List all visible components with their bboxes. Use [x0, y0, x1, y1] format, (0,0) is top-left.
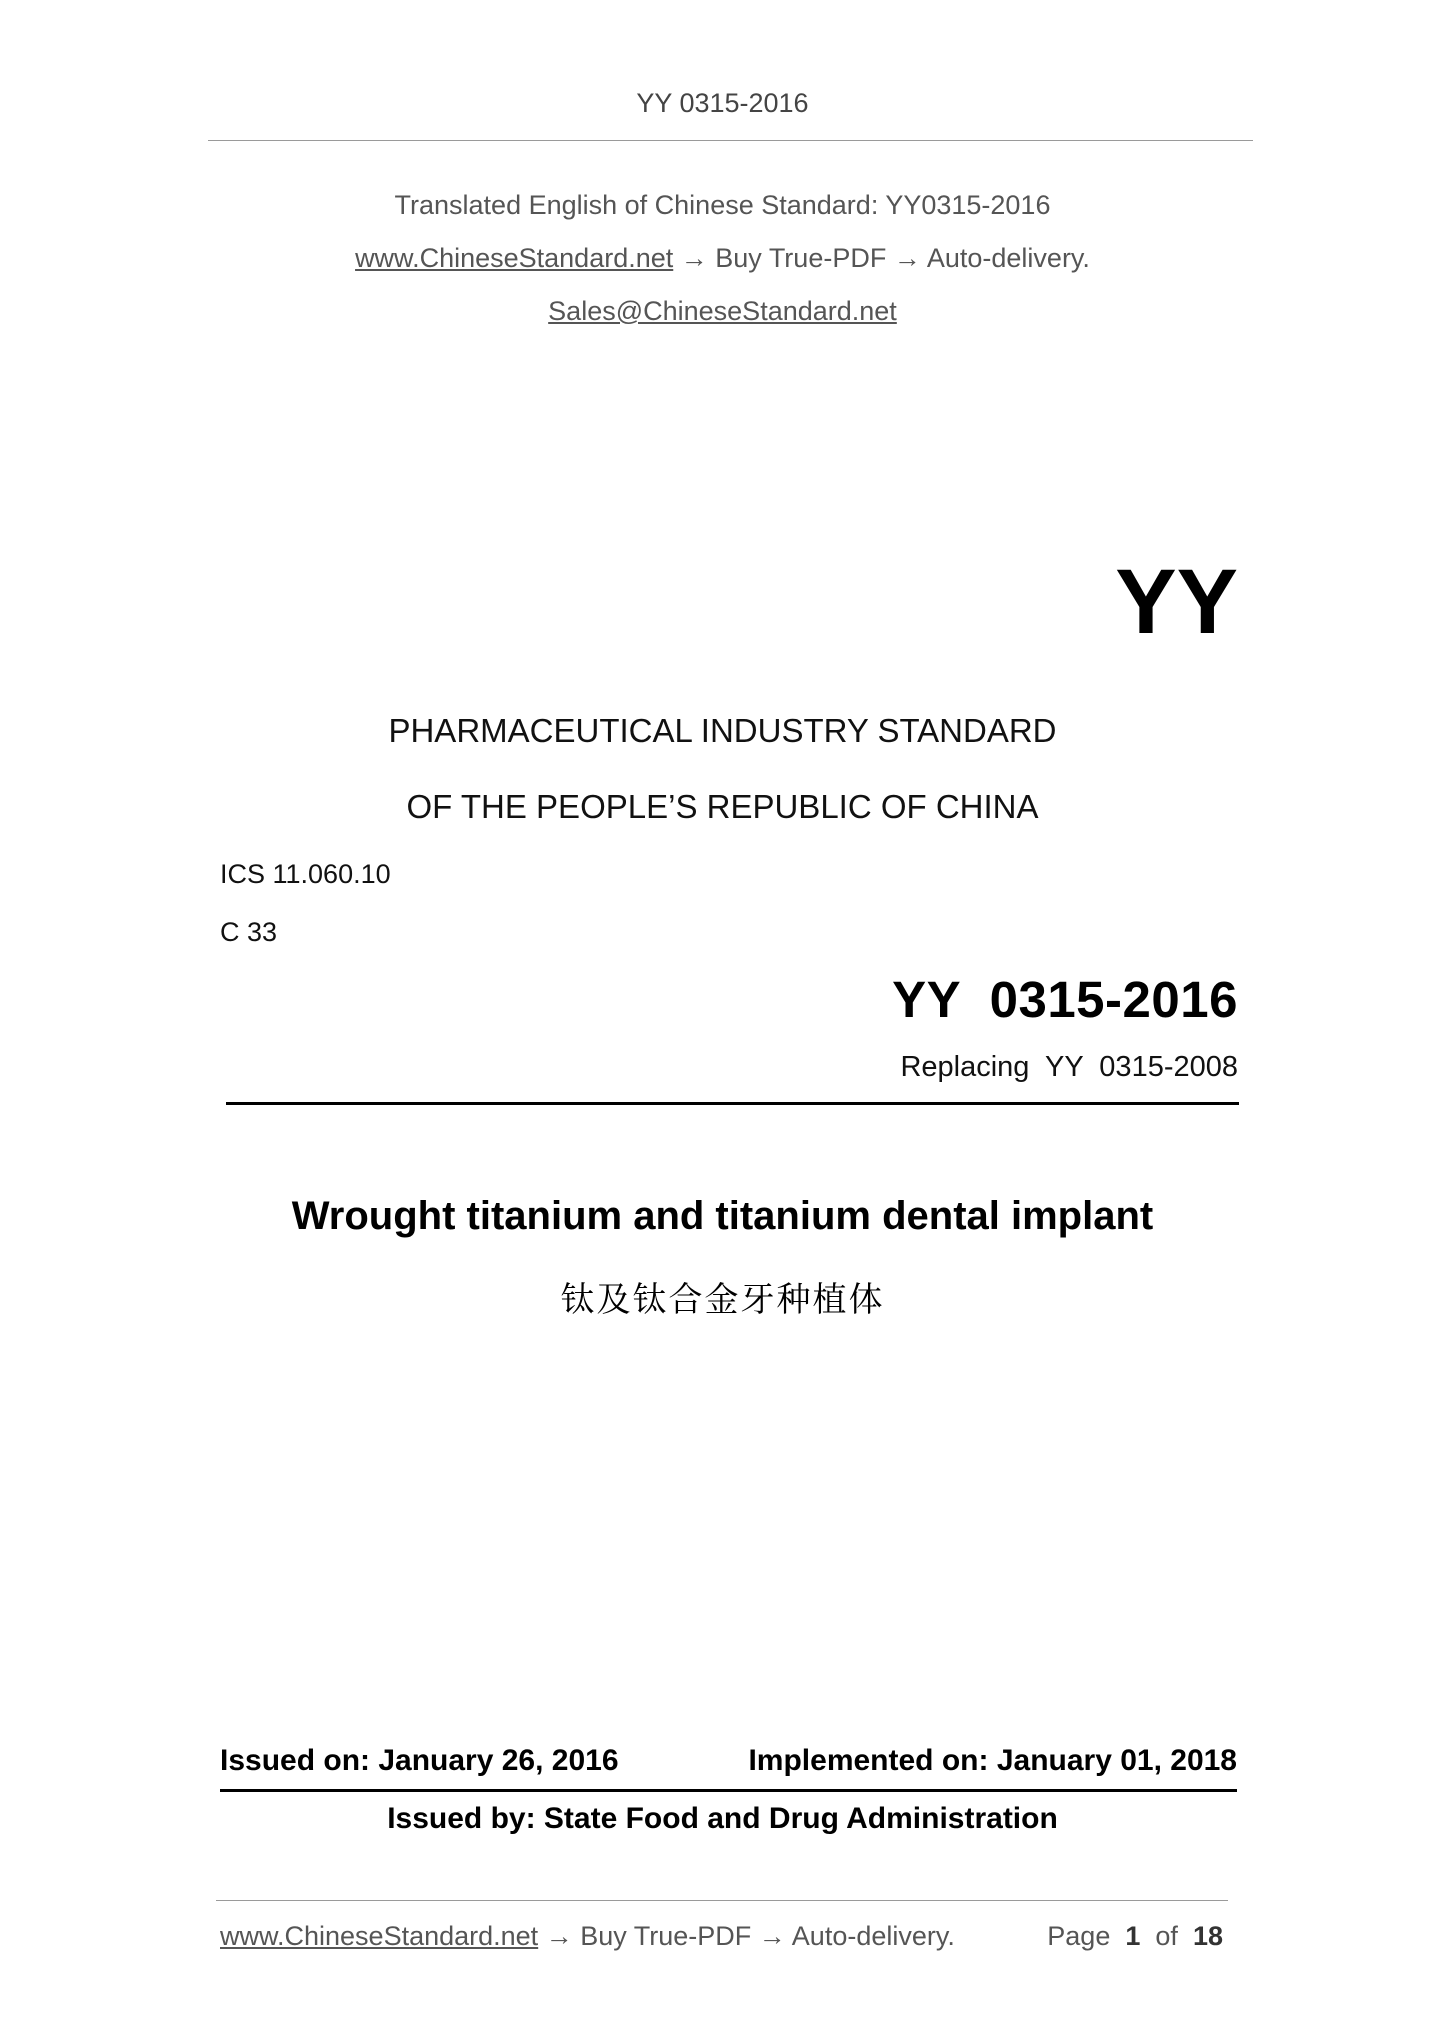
yy-category-mark: YY: [1115, 551, 1238, 653]
replacing-text: Replacing YY 0315-2008: [900, 1051, 1238, 1083]
email-link[interactable]: Sales@ChineseStandard.net: [548, 296, 897, 326]
org-line-2: OF THE PEOPLE’S REPUBLIC OF CHINA: [406, 788, 1039, 825]
document-title-cn: 钛及钛合金牙种植体: [560, 1280, 885, 1320]
footer-site-link[interactable]: www.ChineseStandard.net: [220, 1921, 539, 1951]
ccs-code: C 33: [220, 917, 278, 947]
page-label: Page: [1047, 1921, 1111, 1951]
issued-on: Issued on: January 26, 2016: [220, 1744, 619, 1777]
ics-code: ICS 11.060.10: [220, 859, 391, 889]
promo-line-3: [0, 296, 1445, 327]
document-title-en: Wrought titanium and titanium dental implant: [291, 1194, 1154, 1238]
auto-delivery-text: Auto-delivery.: [926, 243, 1090, 273]
issued-by: Issued by: State Food and Drug Administration: [387, 1802, 1058, 1835]
page-number: 1: [1125, 1921, 1141, 1951]
arrow-right-icon: →: [680, 243, 708, 273]
implemented-on: Implemented on: January 01, 2018: [748, 1744, 1237, 1777]
footer-promo: [220, 1921, 955, 1952]
of-label: of: [1155, 1921, 1178, 1951]
buy-text: Buy True-PDF: [715, 243, 887, 273]
arrow-right-icon: →: [545, 1921, 573, 1951]
issue-dates-row: [220, 1744, 1237, 1778]
footer-buy-text: Buy True-PDF: [580, 1921, 752, 1951]
site-link[interactable]: www.ChineseStandard.net: [355, 243, 674, 273]
header-divider: [208, 140, 1253, 141]
title-divider: [226, 1102, 1239, 1105]
footer-auto-text: Auto-delivery.: [791, 1921, 955, 1951]
standard-number: YY 0315-2016: [892, 971, 1238, 1028]
page-total: 18: [1192, 1921, 1223, 1951]
page-indicator: [1047, 1921, 1223, 1952]
org-line-1: PHARMACEUTICAL INDUSTRY STANDARD: [388, 712, 1057, 749]
arrow-right-icon: →: [893, 243, 921, 273]
arrow-right-icon: →: [758, 1921, 786, 1951]
issued-divider: [220, 1789, 1237, 1792]
running-header: YY 0315-2016: [636, 88, 809, 118]
promo-line-1: Translated English of Chinese Standard: YY0315-2016: [394, 190, 1051, 220]
footer-divider: [216, 1900, 1228, 1901]
promo-line-2: [0, 243, 1445, 274]
